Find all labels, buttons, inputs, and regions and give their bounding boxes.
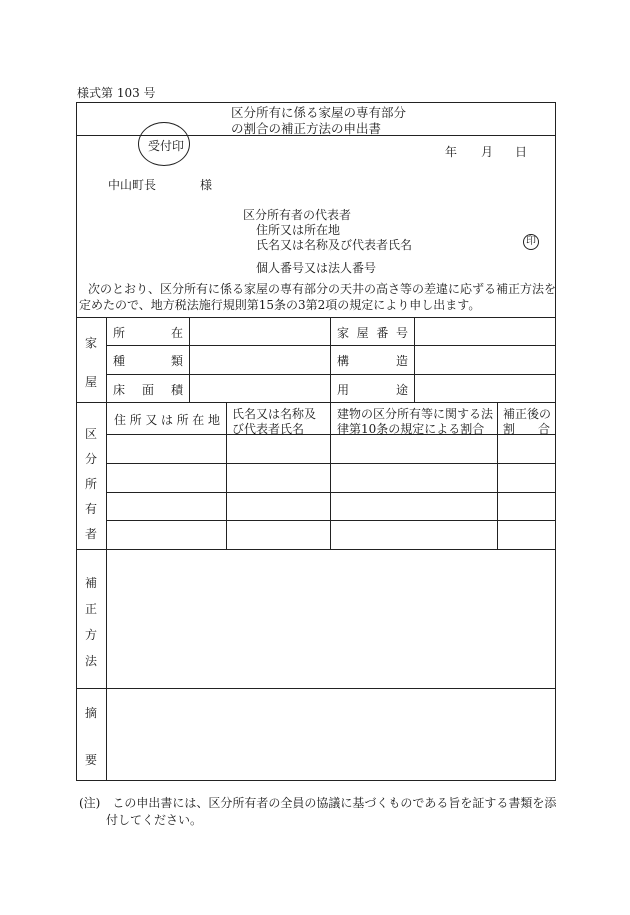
corrected-ratio-header-line2: 割 合 — [503, 422, 550, 436]
representative-number-label: 個人番号又は法人番号 — [256, 261, 377, 275]
addressee: 中山町長 — [108, 178, 157, 192]
type-field[interactable] — [190, 346, 329, 374]
owners-section-label: 区 分 所 有 者 — [84, 427, 97, 541]
structure-field[interactable] — [415, 346, 555, 374]
location-label: 所 在 — [113, 326, 183, 340]
honorific: 様 — [200, 178, 213, 192]
form-title-line2: の割合の補正方法の申出書 — [231, 121, 382, 136]
owner-ratio-header-line1: 建物の区分所有等に関する法 — [337, 407, 494, 421]
date-year-label: 年 — [445, 145, 458, 159]
note-line2: 付してください。 — [106, 813, 203, 827]
use-label: 用 途 — [337, 383, 408, 397]
representative-name-label: 氏名又は名称及び代表者氏名 — [256, 238, 413, 252]
owner-row[interactable] — [107, 521, 555, 549]
correction-method-label: 補 正 方 法 — [84, 576, 97, 668]
owner-row[interactable] — [107, 464, 555, 492]
house-section-label: 家 屋 — [84, 336, 97, 389]
remarks-field[interactable] — [107, 689, 555, 780]
floor-area-field[interactable] — [190, 375, 329, 402]
structure-label: 構 造 — [337, 354, 408, 368]
remarks-label: 摘 要 — [84, 706, 97, 767]
form-title-line1: 区分所有に係る家屋の専有部分 — [231, 105, 407, 120]
owner-row[interactable] — [107, 493, 555, 520]
owner-row[interactable] — [107, 435, 555, 463]
correction-method-field[interactable] — [107, 550, 555, 688]
date-month-label: 月 — [481, 145, 494, 159]
form-number: 様式第 103 号 — [77, 86, 156, 100]
owner-name-header-line1: 氏名又は名称及 — [232, 407, 317, 421]
representative-title: 区分所有者の代表者 — [243, 208, 352, 222]
corrected-ratio-header-line1: 補正後の — [503, 407, 552, 421]
owner-address-header: 住 所 又 は 所 在 地 — [114, 413, 220, 427]
note-line1: (注) この申出書には、区分所有者の全員の協議に基づくものである旨を証する書類を添 — [79, 796, 557, 810]
seal-mark-icon: 印 — [523, 234, 539, 250]
house-number-field[interactable] — [415, 318, 555, 345]
location-field[interactable] — [190, 318, 329, 345]
use-field[interactable] — [415, 375, 555, 402]
floor-area-label: 床 面 積 — [113, 383, 183, 397]
owner-ratio-header-line2: 律第10条の規定による割合 — [337, 422, 485, 436]
date-day-label: 日 — [515, 145, 528, 159]
type-label: 種 類 — [113, 354, 183, 368]
representative-address-label: 住所又は所在地 — [256, 223, 341, 237]
owner-name-header-line2: び代表者氏名 — [232, 422, 305, 436]
declaration-text-line1: 次のとおり、区分所有に係る家屋の専有部分の天井の高さ等の差違に応ずる補正方法を — [88, 282, 557, 296]
declaration-text-line2: 定めたので、地方税法施行規則第15条の3第2項の規定により申し出ます。 — [79, 298, 481, 312]
house-number-label: 家 屋 番 号 — [337, 326, 408, 340]
reception-stamp-label: 受付印 — [148, 139, 185, 153]
house-col-divider-2 — [330, 317, 331, 402]
owners-section-top — [76, 402, 556, 403]
